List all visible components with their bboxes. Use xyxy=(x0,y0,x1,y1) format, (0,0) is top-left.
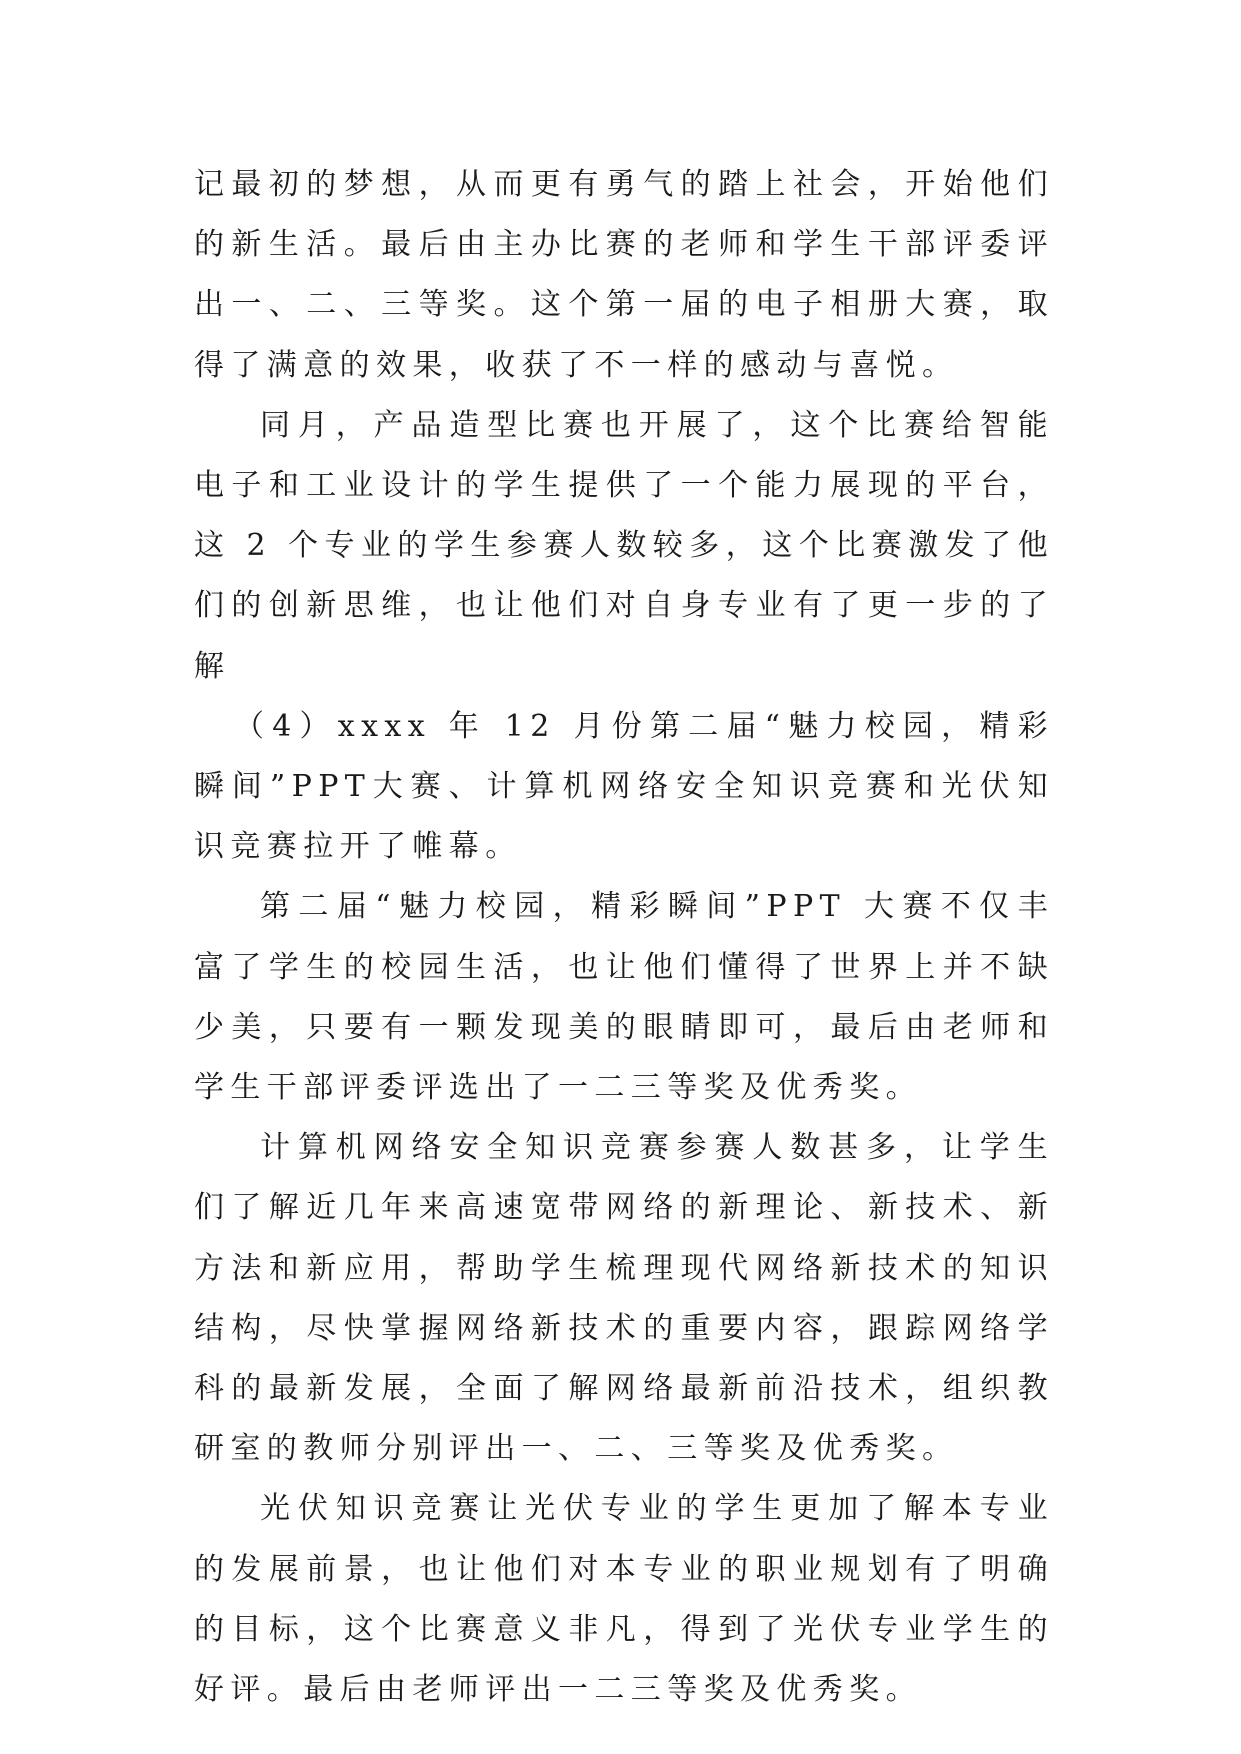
paragraph-photovoltaic: 光伏知识竞赛让光伏专业的学生更加了解本专业的发展前景，也让他们对本专业的职业规划有了明确的目标，这个比赛意义非凡，得到了光伏专业学生的好评。最后由老师评出一二三等奖及优秀奖。 xyxy=(194,1491,1054,1708)
paragraph-product-design: 同月，产品造型比赛也开展了，这个比赛给智能电子和工业设计的学生提供了一个能力展现的平台，这 2 个专业的学生参赛人数较多，这个比赛激发了他们的创新思维，也让他们对自身专业有了更一步的了解 xyxy=(194,407,1054,684)
paragraph-network-security: 计算机网络安全知识竞赛参赛人数甚多，让学生们了解近几年来高速宽带网络的新理论、新技术、新方法和新应用，帮助学生梳理现代网络新技术的知识结构，尽快掌握网络新技术的重要内容，跟踪网络学科的最新发展，全面了解网络最新前沿技术，组织教研室的教师分别评出一、二、三等奖及优秀奖。 xyxy=(194,1130,1054,1467)
document-body xyxy=(194,155,1054,1720)
paragraph-continuation: 记最初的梦想，从而更有勇气的踏上社会，开始他们的新生活。最后由主办比赛的老师和学生干部评委评出一、二、三等奖。这个第一届的电子相册大赛，取得了满意的效果，收获了不一样的感动与喜悦。 xyxy=(194,167,1054,383)
paragraph-item-4: （4）xxxx 年 12 月份第二届“魅力校园，精彩瞬间”PPT大赛、计算机网络安全知识竞赛和光伏知识竞赛拉开了帷幕。 xyxy=(194,708,1054,865)
paragraph-ppt-contest: 第二届“魅力校园，精彩瞬间”PPT 大赛不仅丰富了学生的校园生活，也让他们懂得了世界上并不缺少美，只要有一颗发现美的眼睛即可，最后由老师和学生干部评委评选出了一二三等奖及优秀奖。 xyxy=(194,889,1054,1106)
